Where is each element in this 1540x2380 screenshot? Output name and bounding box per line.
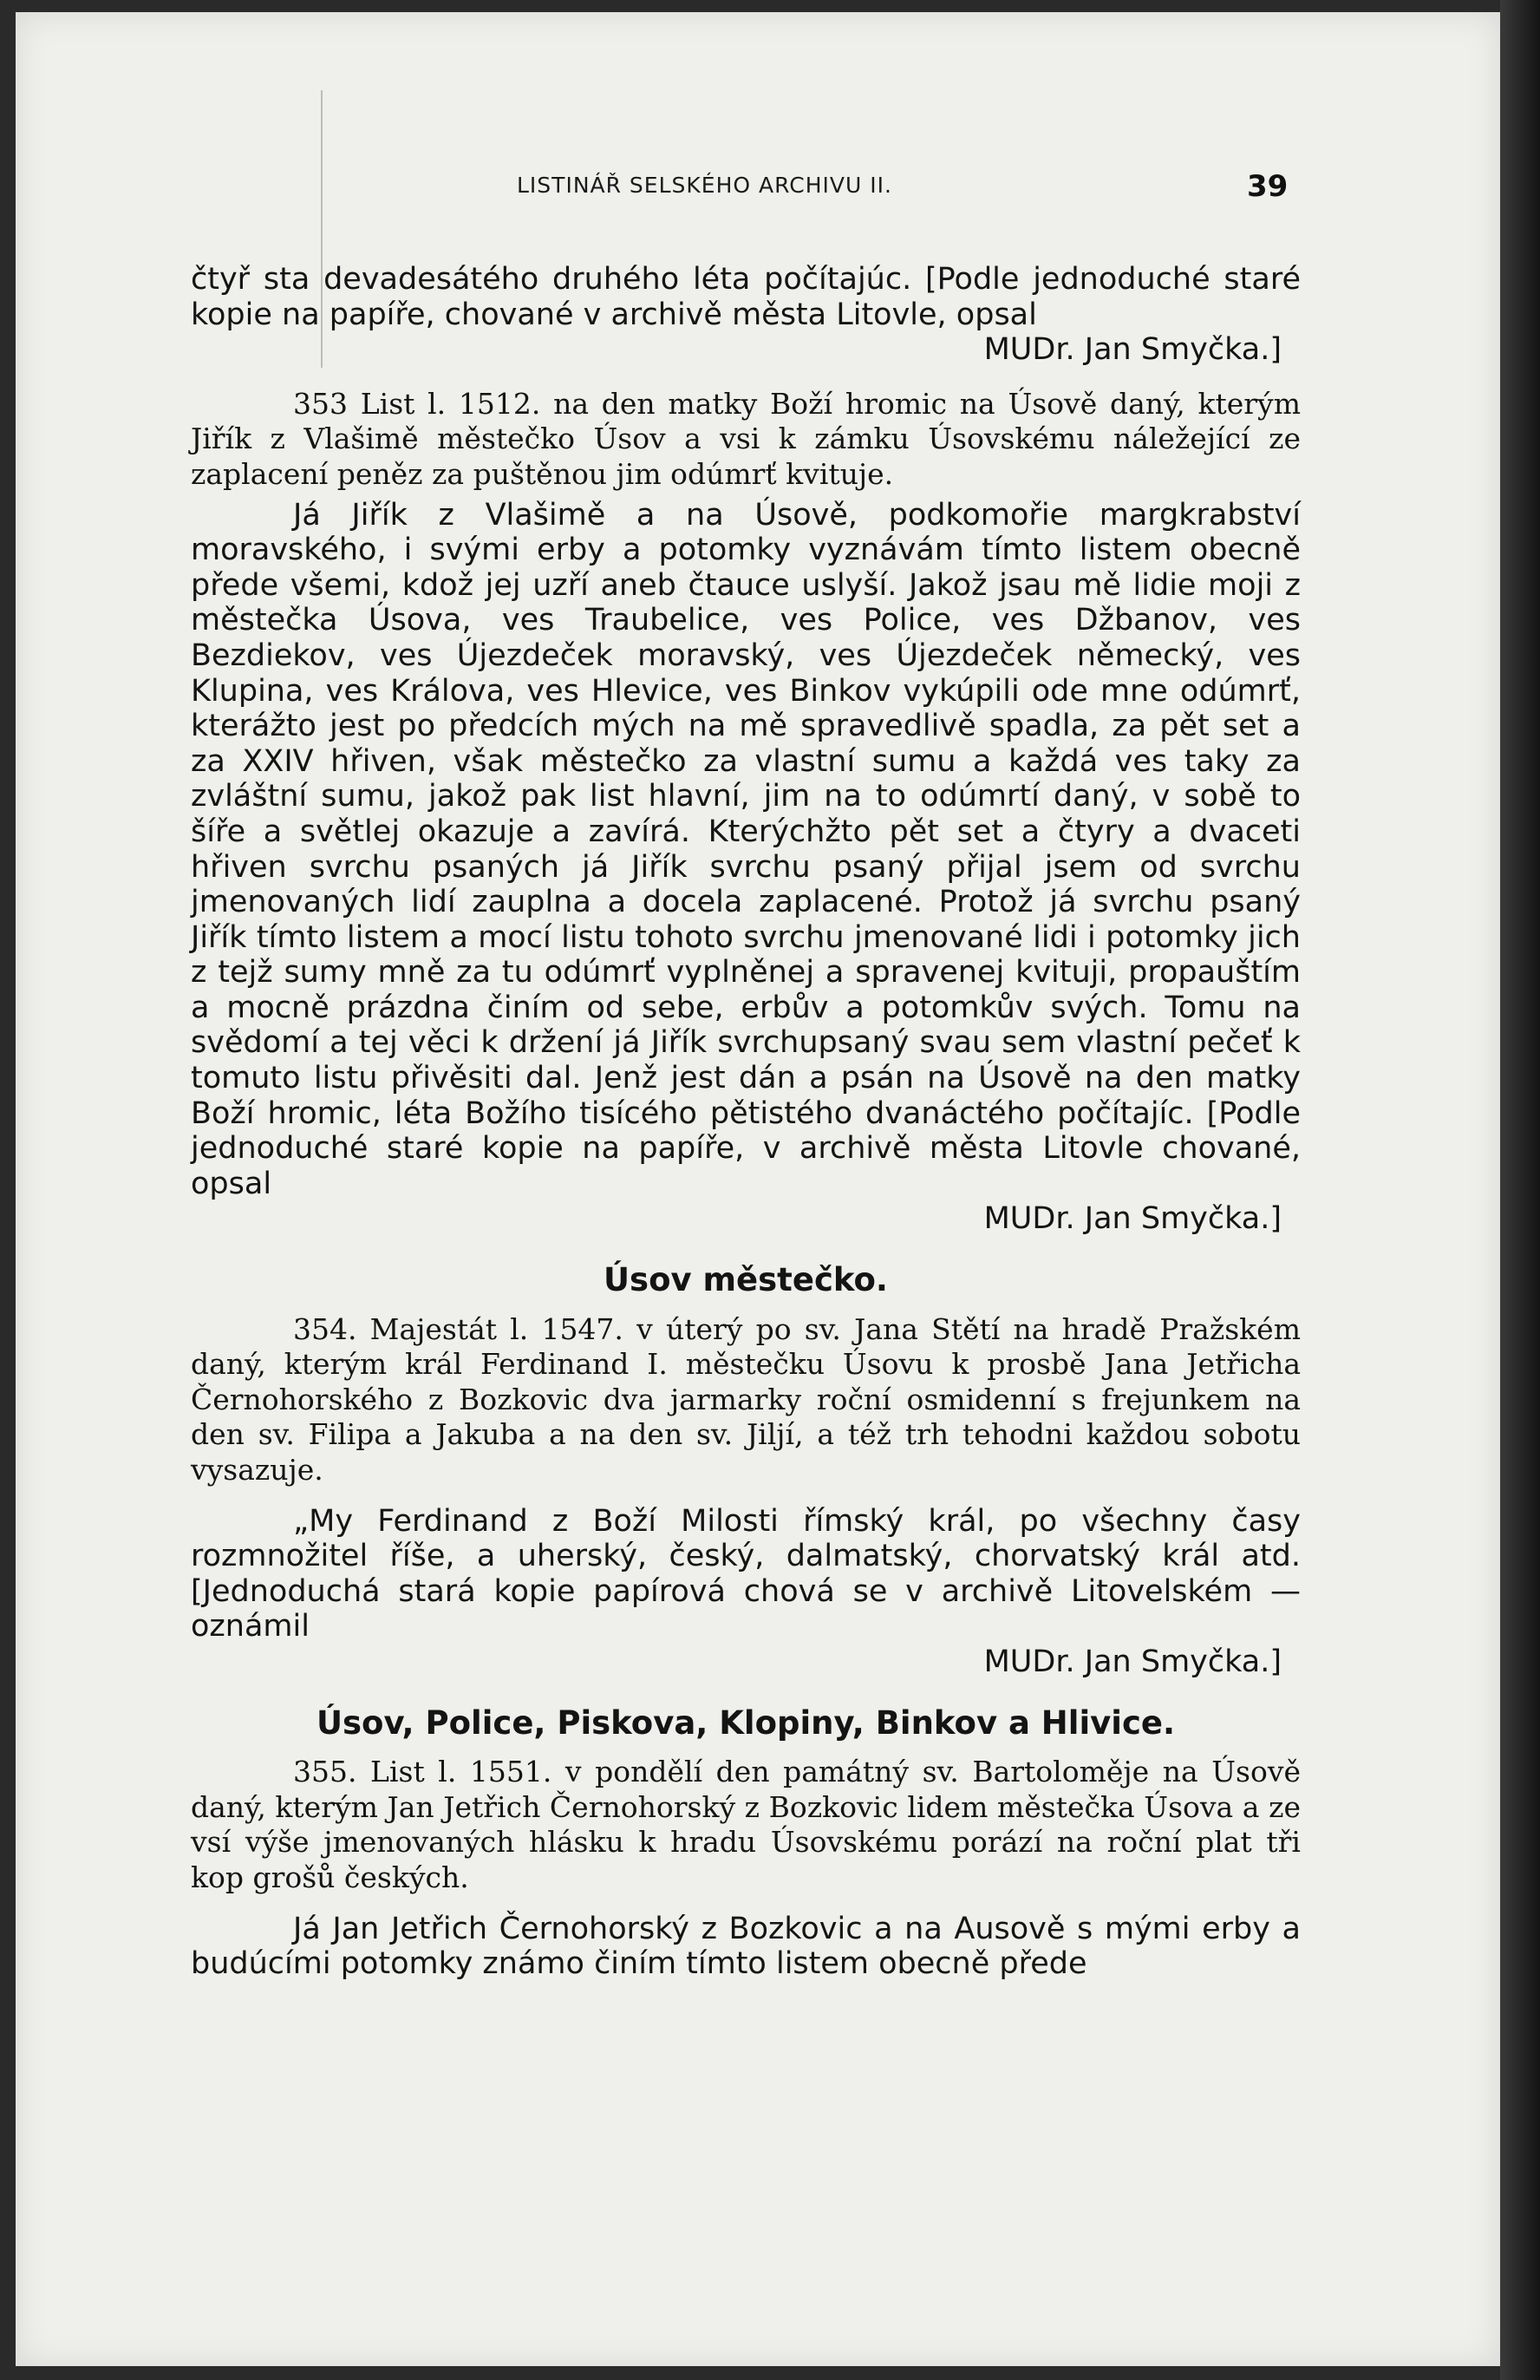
- paragraph-continuation: čtyř sta devadesátého druhého léta počítajúc. [Podle jednoduché staré kopie na papíře, chované v archivě města Litovle, opsal: [191, 262, 1301, 332]
- page-header: [16, 169, 1500, 207]
- scan-dark-edge: [1500, 0, 1540, 2380]
- book-page: [16, 12, 1500, 2366]
- entry-355-text: Já Jan Jetřich Černohorský z Bozkovic a na Ausově s mými erby a budúcími potomky známo činím tímto listem obecně přede: [191, 1911, 1301, 1982]
- copyist-signature: MUDr. Jan Smyčka.]: [983, 1201, 1282, 1237]
- page-body: [191, 262, 1301, 1982]
- entry-353-text: Já Jiřík z Vlašimě a na Úsově, podkomořie margkrabství moravského, i svými erby a potomky vyznávám tímto listem obecně přede všemi, kdož jej uzří aneb čtauce uslyší. Jakož jsau mě lidie moji z městečka Úsova, ves Traubelice, ves Police, ves Džbanov, ves Bezdiekov, ves Újezdeček moravský, ves Újezdeček německý, ves Klupina, ves Králova, ves Hlevice, ves Binkov vykúpili ode mne odúmrť, kterážto jest po předcích mých na mě spravedlivě spadla, za pět set a za XXIV hřiven, však městečko za vlastní sumu a každá ves taky za zvláštní sumu, jakož pak list hlavní, jim na to odúmrtí daný, v sobě to šíře a světlej okazuje a zavírá. Kterýchžto pět set a čtyry a dvaceti hřiven svrchu psaných já Jiřík svrchu psaný přijal jsem od svrchu jmenovaných lidí zauplna a docela zaplacené. Protož já svrchu psaný Jiřík tímto listem a mocí listu tohoto svrchu jmenované lidi i potomky jich z tejž sumy mně za tu odúmrť vyplněnej a spravenej kvituji, propauštím a mocně prázdna činím od sebe, erbův a potomkův svých. Tomu na svědomí a tej věci k držení já Jiřík svrchupsaný svau sem vlastní pečeť k tomuto listu přivěsiti dal. Jenž jest dán a psán na Úsově na den matky Boží hromic, léta Božího tisícého pětistého dvanáctého počítajíc. [Podle jednoduché staré kopie na papíře, v archivě města Litovle chované, opsal: [191, 497, 1301, 1201]
- entry-355-regest: 355. List l. 1551. v pondělí den památný sv. Bartoloměje na Úsově daný, kterým Jan Jetřich Černohorský z Bozkovic lidem městečka Úsova a ze vsí výše jmenovaných hlásku k hradu Úsovskému porází na roční plat tři kop grošů českých.: [191, 1755, 1301, 1894]
- page-number: 39: [1247, 169, 1289, 204]
- copyist-signature: MUDr. Jan Smyčka.]: [983, 1644, 1282, 1679]
- section-heading: Úsov, Police, Piskova, Klopiny, Binkov a Hlivice.: [316, 1703, 1176, 1742]
- copyist-signature: MUDr. Jan Smyčka.]: [983, 332, 1282, 368]
- entry-354-regest: 354. Majestát l. 1547. v úterý po sv. Jana Stětí na hradě Pražském daný, kterým král Ferdinand I. městečku Úsovu k prosbě Jana Jetřicha Černohorského z Bozkovic dva jarmarky roční osmidenní s frejunkem na den sv. Filipa a Jakuba a na den sv. Jiljí, a též trh tehodni každou sobotu vysazuje.: [191, 1311, 1301, 1487]
- running-title: LISTINÁŘ SELSKÉHO ARCHIVU II.: [517, 173, 892, 198]
- entry-354-text: „My Ferdinand z Boží Milosti římský král, po všechny časy rozmnožitel říše, a uherský, český, dalmatský, chorvatský král atd. [Jednoduchá stará kopie papírová chová se v archivě Litovelském — oznámil: [191, 1503, 1301, 1644]
- section-heading: Úsov městečko.: [604, 1261, 888, 1299]
- entry-353-regest: 353 List l. 1512. na den matky Boží hromic na Úsově daný, kterým Jiřík z Vlašimě městečko Úsov a vsi k zámku Úsovskému náležející ze zaplacení peněz za puštěnou jim odúmrť kvituje.: [191, 386, 1301, 491]
